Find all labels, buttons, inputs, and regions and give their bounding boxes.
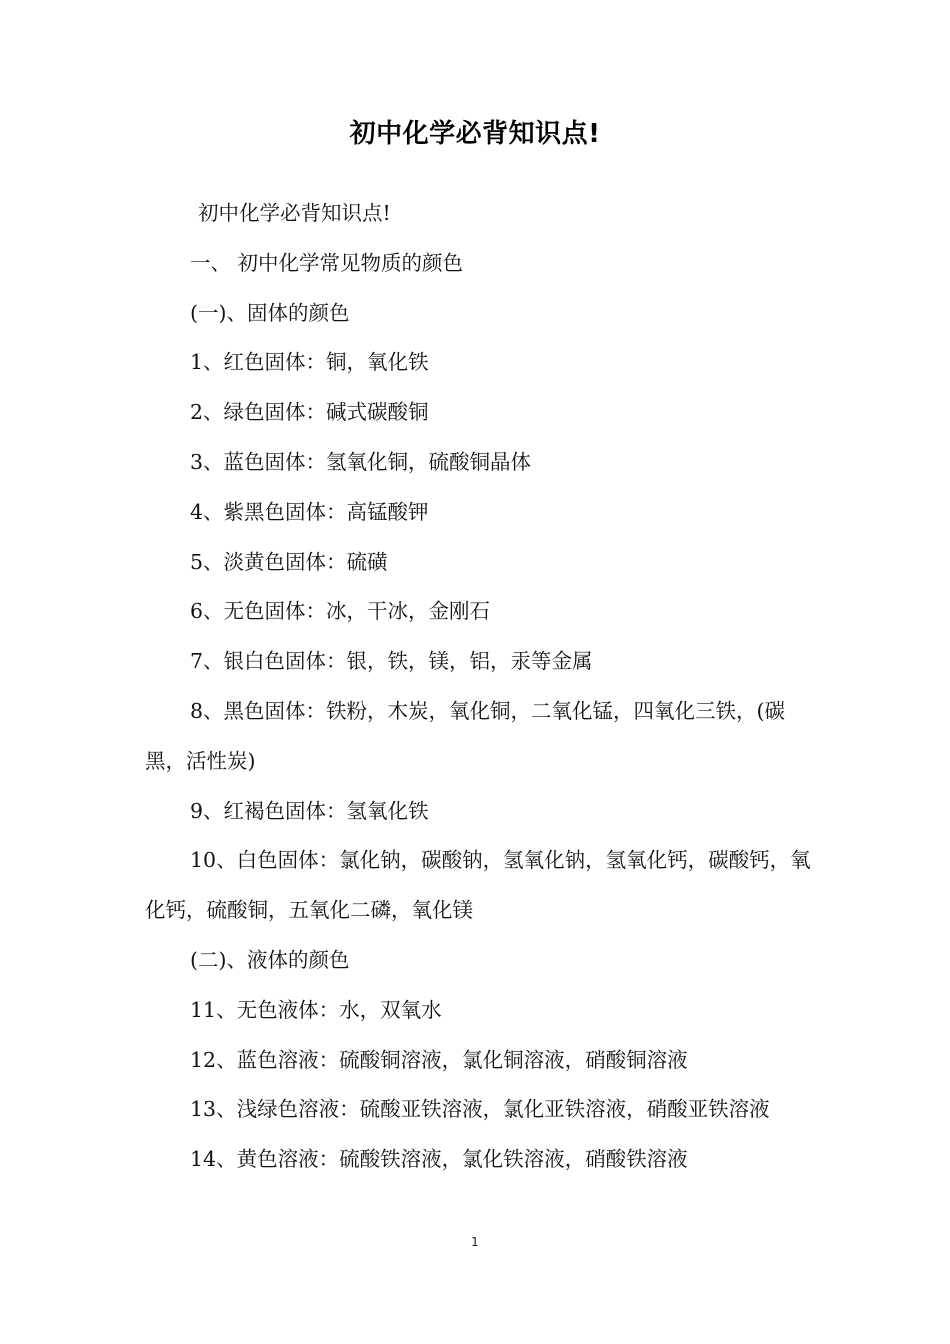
document-body	[145, 196, 820, 1192]
subsection-heading-2: (二)、液体的颜色	[190, 947, 350, 972]
section-heading-1: 一、 初中化学常见物质的颜色	[190, 250, 464, 275]
list-item: 11、无色液体：水，双氧水	[190, 997, 442, 1022]
list-item: 10、白色固体：氯化钠，碳酸钠，氢氧化钠，氢氧化钙，碳酸钙，氧化钙，硫酸铜，五氧化二磷，氧化镁	[145, 848, 811, 923]
document-title: 初中化学必背知识点!	[349, 119, 601, 149]
list-item: 12、蓝色溶液：硫酸铜溶液，氯化铜溶液，硝酸铜溶液	[190, 1047, 688, 1072]
list-item: 7、银白色固体：银，铁，镁，铝，汞等金属	[190, 649, 593, 674]
list-item: 5、淡黄色固体：硫磺	[190, 549, 388, 574]
list-item: 6、无色固体：冰，干冰，金刚石	[190, 599, 491, 624]
list-item: 1、红色固体：铜，氧化铁	[190, 350, 429, 375]
list-item: 13、浅绿色溶液：硫酸亚铁溶液，氯化亚铁溶液，硝酸亚铁溶液	[190, 1097, 770, 1122]
list-item: 4、紫黑色固体：高锰酸钾	[190, 499, 429, 524]
list-item: 3、蓝色固体：氢氧化铜，硫酸铜晶体	[190, 449, 532, 474]
list-item: 9、红褐色固体：氢氧化铁	[190, 798, 429, 823]
list-item: 8、黑色固体：铁粉，木炭，氧化铜，二氧化锰，四氧化三铁，(碳黑，活性炭)	[145, 698, 786, 773]
list-item: 2、绿色固体：碱式碳酸铜	[190, 400, 429, 425]
intro-paragraph: 初中化学必背知识点!	[198, 201, 391, 225]
page-number: 1	[471, 1235, 479, 1249]
subsection-heading-1: (一)、固体的颜色	[190, 300, 350, 325]
list-item: 14、黄色溶液：硫酸铁溶液，氯化铁溶液，硝酸铁溶液	[190, 1147, 688, 1172]
